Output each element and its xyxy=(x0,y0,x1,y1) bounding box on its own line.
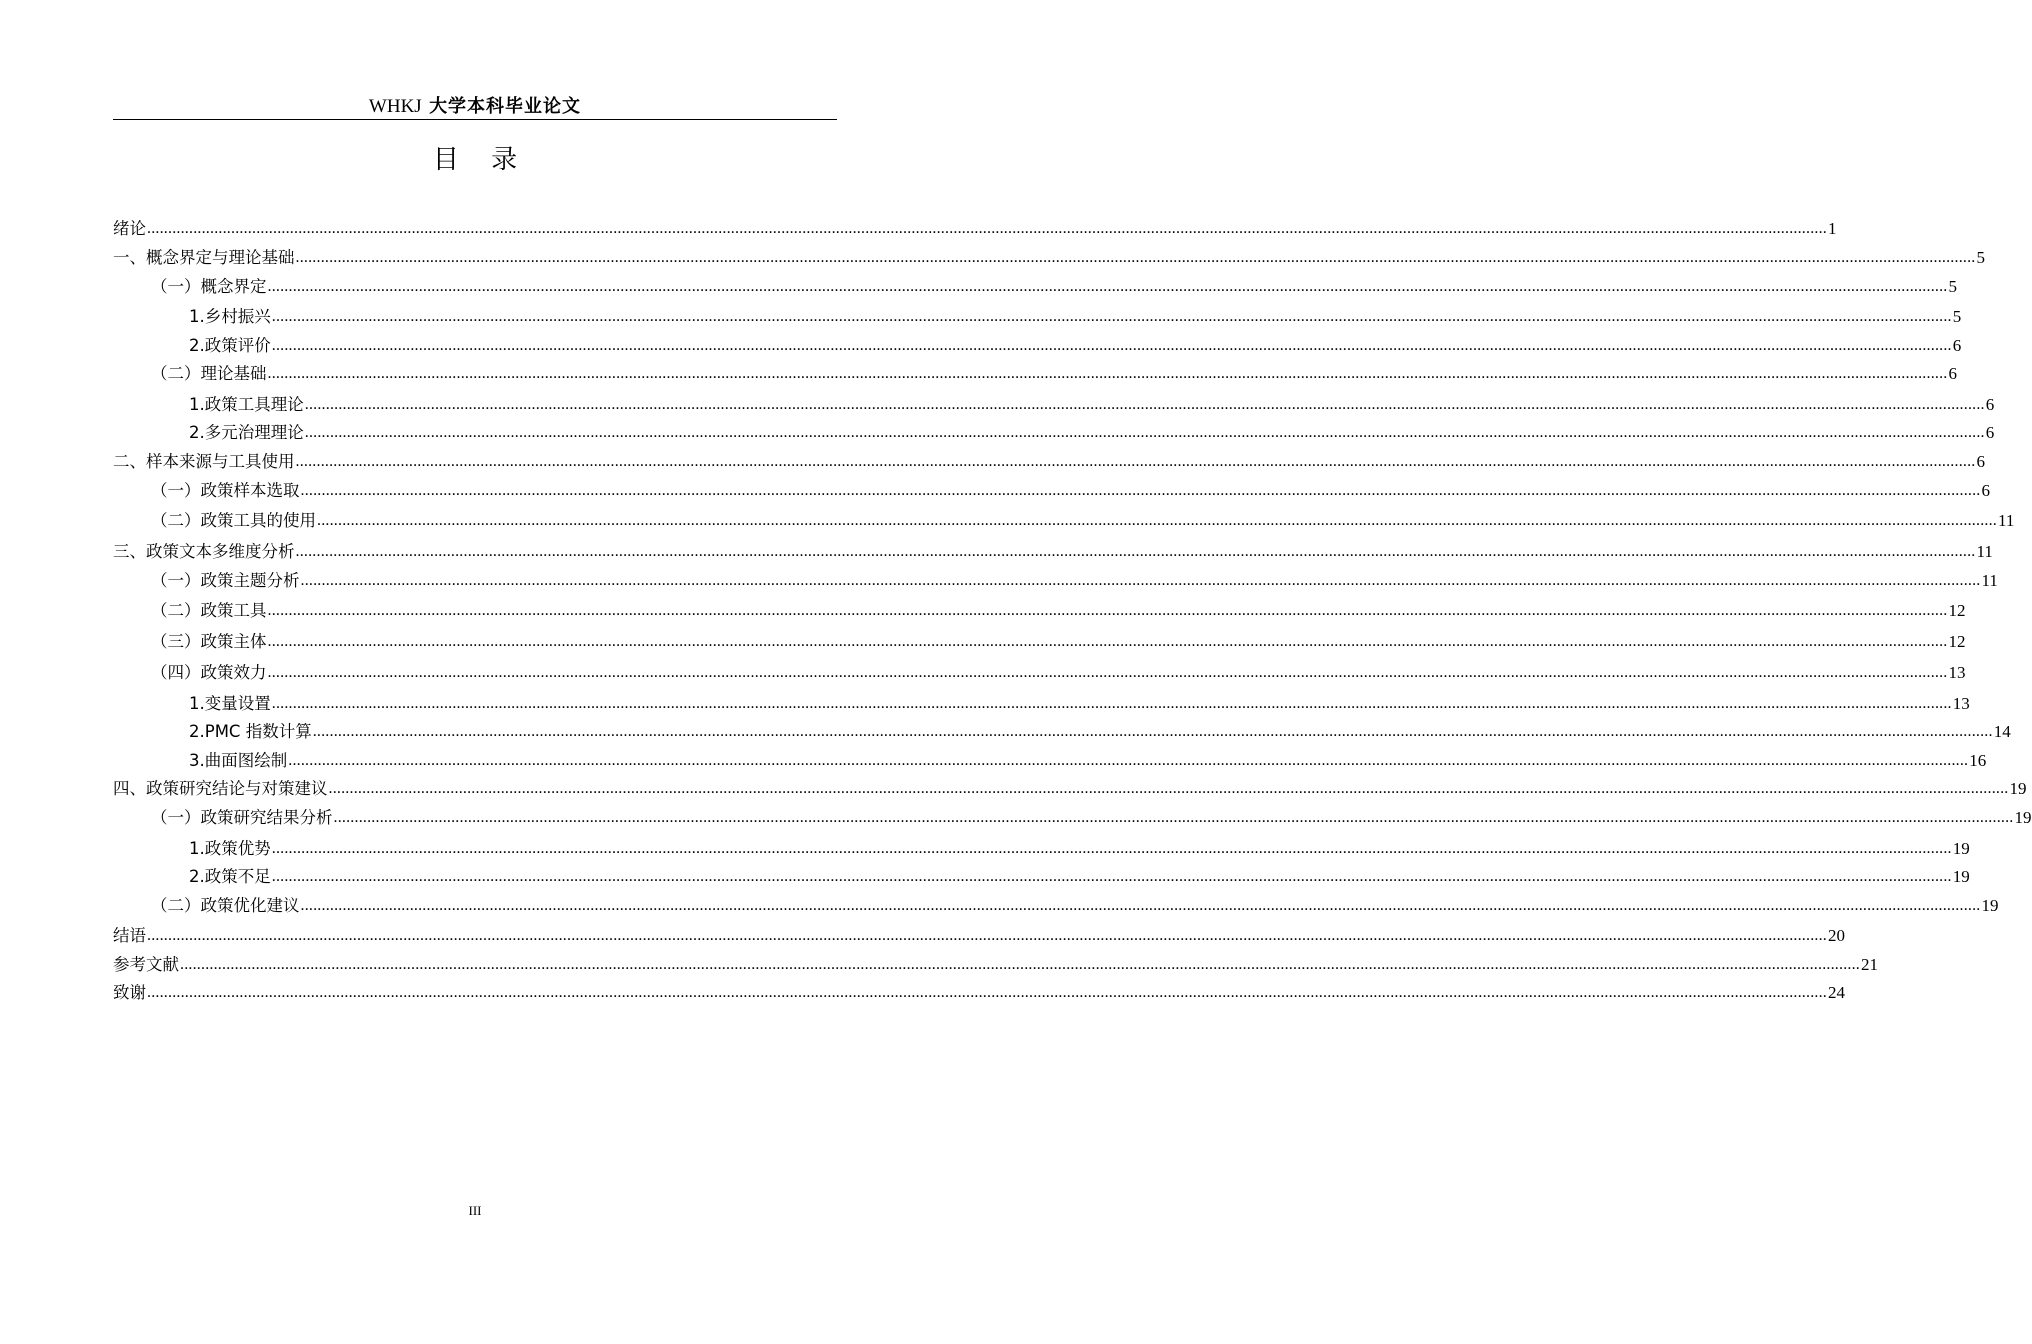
toc-dot-leader: ................................................................................................................................................................................................................................................................................................................................................................................................................ xyxy=(267,365,1948,382)
toc-entry-label: （一）政策样本选取 xyxy=(151,481,300,500)
page-number: III xyxy=(468,1203,482,1218)
toc-entry[interactable] xyxy=(113,361,1957,385)
toc-entry[interactable] xyxy=(113,952,1878,976)
toc-entry[interactable] xyxy=(113,748,1987,772)
toc-entry-label: 三、政策文本多维度分析 xyxy=(113,542,295,561)
toc-dot-leader: ................................................................................................................................................................................................................................................................................................................................................................................................................ xyxy=(312,723,1993,740)
header-university-code: WHKJ xyxy=(368,96,422,117)
toc-dot-leader: ................................................................................................................................................................................................................................................................................................................................................................................................................ xyxy=(333,809,2014,826)
toc-entry-label: 一、概念界定与理论基础 xyxy=(113,248,295,267)
toc-entry[interactable] xyxy=(113,776,2027,800)
toc-dot-leader: ................................................................................................................................................................................................................................................................................................................................................................................................................ xyxy=(147,220,1827,237)
toc-entry[interactable] xyxy=(113,805,2032,829)
toc-entry-page: 12 xyxy=(1948,601,1966,620)
toc-dot-leader: ................................................................................................................................................................................................................................................................................................................................................................................................................ xyxy=(271,868,1952,885)
toc-entry[interactable] xyxy=(113,333,1962,357)
toc-entry[interactable] xyxy=(113,449,1985,473)
toc-entry[interactable] xyxy=(113,508,2015,532)
toc-entry-page: 19 xyxy=(1981,896,1999,915)
toc-entry-label: 3.曲面图绘制 xyxy=(189,751,288,770)
toc-entry-label: （一）概念界定 xyxy=(151,277,267,296)
toc-dot-leader: ................................................................................................................................................................................................................................................................................................................................................................................................................ xyxy=(271,840,1952,857)
toc-dot-leader: ................................................................................................................................................................................................................................................................................................................................................................................................................ xyxy=(295,453,1976,470)
toc-dot-leader: ................................................................................................................................................................................................................................................................................................................................................................................................................ xyxy=(267,664,1948,681)
toc-dot-leader: ................................................................................................................................................................................................................................................................................................................................................................................................................ xyxy=(317,512,1997,529)
toc-entry-page: 24 xyxy=(1828,983,1845,1002)
toc-dot-leader: ................................................................................................................................................................................................................................................................................................................................................................................................................ xyxy=(295,249,1976,266)
toc-entry-page: 19 xyxy=(2009,779,2027,798)
toc-entry-label: （二）政策工具的使用 xyxy=(151,511,316,530)
toc-entry[interactable] xyxy=(113,691,1970,715)
toc-entry-page: 5 xyxy=(1976,248,1985,267)
toc-entry-label: （二）政策优化建议 xyxy=(151,896,300,915)
toc-entry-page: 6 xyxy=(1952,336,1962,355)
toc-entry-label: 1.变量设置 xyxy=(189,694,271,713)
toc-entry[interactable] xyxy=(113,539,1993,563)
toc-dot-leader: ................................................................................................................................................................................................................................................................................................................................................................................................................ xyxy=(271,337,1952,354)
toc-entry[interactable] xyxy=(113,719,2011,743)
toc-entry-page: 19 xyxy=(1952,839,1970,858)
toc-entry-label: 致谢 xyxy=(113,983,146,1002)
toc-entry[interactable] xyxy=(113,923,1845,947)
toc-entry-page: 11 xyxy=(1981,571,1998,590)
toc-entry[interactable] xyxy=(113,568,1998,592)
toc-entry-label: 2.政策不足 xyxy=(189,867,271,886)
toc-entry-page: 6 xyxy=(1948,364,1957,383)
toc-entry-label: （四）政策效力 xyxy=(151,663,267,682)
toc-entry-label: 2.PMC 指数计算 xyxy=(189,722,312,741)
toc-entry-label: （一）政策研究结果分析 xyxy=(151,808,333,827)
toc-entry-label: 绪论 xyxy=(113,219,146,238)
toc-dot-leader: ................................................................................................................................................................................................................................................................................................................................................................................................................ xyxy=(300,482,1981,499)
toc-entry-page: 6 xyxy=(1976,452,1985,471)
toc-entry-label: （一）政策主题分析 xyxy=(151,571,300,590)
toc-entry-page: 11 xyxy=(1998,511,2015,530)
header-thesis-title: 大学本科毕业论文 xyxy=(429,96,582,117)
toc-entry-page: 14 xyxy=(1993,722,2011,741)
toc-entry[interactable] xyxy=(113,864,1970,888)
toc-dot-leader: ................................................................................................................................................................................................................................................................................................................................................................................................................ xyxy=(300,897,1981,914)
toc-entry-label: 2.多元治理理论 xyxy=(189,423,304,442)
toc-entry[interactable] xyxy=(113,274,1957,298)
toc-entry-label: 1.政策优势 xyxy=(189,839,271,858)
toc-entry-page: 13 xyxy=(1948,663,1966,682)
toc-dot-leader: ................................................................................................................................................................................................................................................................................................................................................................................................................ xyxy=(304,396,1985,413)
toc-entry[interactable] xyxy=(113,420,1995,444)
toc-entry-page: 20 xyxy=(1828,926,1845,945)
toc-dot-leader: ................................................................................................................................................................................................................................................................................................................................................................................................................ xyxy=(300,572,1981,589)
toc-dot-leader: ................................................................................................................................................................................................................................................................................................................................................................................................................ xyxy=(271,308,1952,325)
toc-dot-leader: ................................................................................................................................................................................................................................................................................................................................................................................................................ xyxy=(147,927,1827,944)
header-rule xyxy=(113,119,837,120)
toc-entry-page: 12 xyxy=(1948,632,1966,651)
toc-entry[interactable] xyxy=(113,598,1966,622)
toc-entry[interactable] xyxy=(113,836,1970,860)
toc-entry[interactable] xyxy=(113,478,1990,502)
toc-entry[interactable] xyxy=(113,980,1845,1004)
toc-dot-leader: ................................................................................................................................................................................................................................................................................................................................................................................................................ xyxy=(271,695,1952,712)
toc-entry-page: 1 xyxy=(1828,219,1837,238)
toc-entry-page: 21 xyxy=(1861,955,1878,974)
running-header xyxy=(113,92,837,119)
toc-entry[interactable] xyxy=(113,304,1962,328)
toc-dot-leader: ................................................................................................................................................................................................................................................................................................................................................................................................................ xyxy=(267,633,1948,650)
toc-entry-label: （三）政策主体 xyxy=(151,632,267,651)
toc-entry[interactable] xyxy=(113,216,1837,240)
toc-entry-label: 2.政策评价 xyxy=(189,336,271,355)
page-title: 目 录 xyxy=(432,145,530,175)
toc-entry-page: 6 xyxy=(1985,423,1995,442)
toc-entry[interactable] xyxy=(113,245,1985,269)
toc-dot-leader: ................................................................................................................................................................................................................................................................................................................................................................................................................ xyxy=(328,780,2009,797)
toc-entry-label: （二）理论基础 xyxy=(151,364,267,383)
toc-dot-leader: ................................................................................................................................................................................................................................................................................................................................................................................................................ xyxy=(295,543,1976,560)
toc-entry[interactable] xyxy=(113,629,1966,653)
toc-entry-page: 13 xyxy=(1952,694,1970,713)
toc-entry-label: 1.政策工具理论 xyxy=(189,395,304,414)
toc-entry-label: 1.乡村振兴 xyxy=(189,307,271,326)
toc-entry-label: 结语 xyxy=(113,926,146,945)
toc-entry-page: 5 xyxy=(1948,277,1957,296)
toc-dot-leader: ................................................................................................................................................................................................................................................................................................................................................................................................................ xyxy=(267,278,1948,295)
toc-entry-label: 二、样本来源与工具使用 xyxy=(113,452,295,471)
toc-entry-label: 四、政策研究结论与对策建议 xyxy=(113,779,328,798)
toc-dot-leader: ................................................................................................................................................................................................................................................................................................................................................................................................................ xyxy=(267,602,1948,619)
toc-entry-page: 19 xyxy=(2014,808,2032,827)
toc-entry-label: 参考文献 xyxy=(113,955,179,974)
toc-entry-page: 16 xyxy=(1969,751,1987,770)
toc-dot-leader: ................................................................................................................................................................................................................................................................................................................................................................................................................ xyxy=(180,956,1860,973)
toc-dot-leader: ................................................................................................................................................................................................................................................................................................................................................................................................................ xyxy=(304,424,1985,441)
toc-entry-page: 6 xyxy=(1985,395,1995,414)
toc-entry[interactable] xyxy=(113,893,1999,917)
toc-entry-page: 5 xyxy=(1952,307,1962,326)
toc-entry-page: 19 xyxy=(1952,867,1970,886)
toc-entry[interactable] xyxy=(113,660,1966,684)
toc-entry-page: 11 xyxy=(1976,542,1993,561)
toc-entry-label: （二）政策工具 xyxy=(151,601,267,620)
toc-entry-page: 6 xyxy=(1981,481,1990,500)
toc-entry[interactable] xyxy=(113,392,1995,416)
toc-dot-leader: ................................................................................................................................................................................................................................................................................................................................................................................................................ xyxy=(288,752,1969,769)
toc-dot-leader: ................................................................................................................................................................................................................................................................................................................................................................................................................ xyxy=(147,984,1827,1001)
